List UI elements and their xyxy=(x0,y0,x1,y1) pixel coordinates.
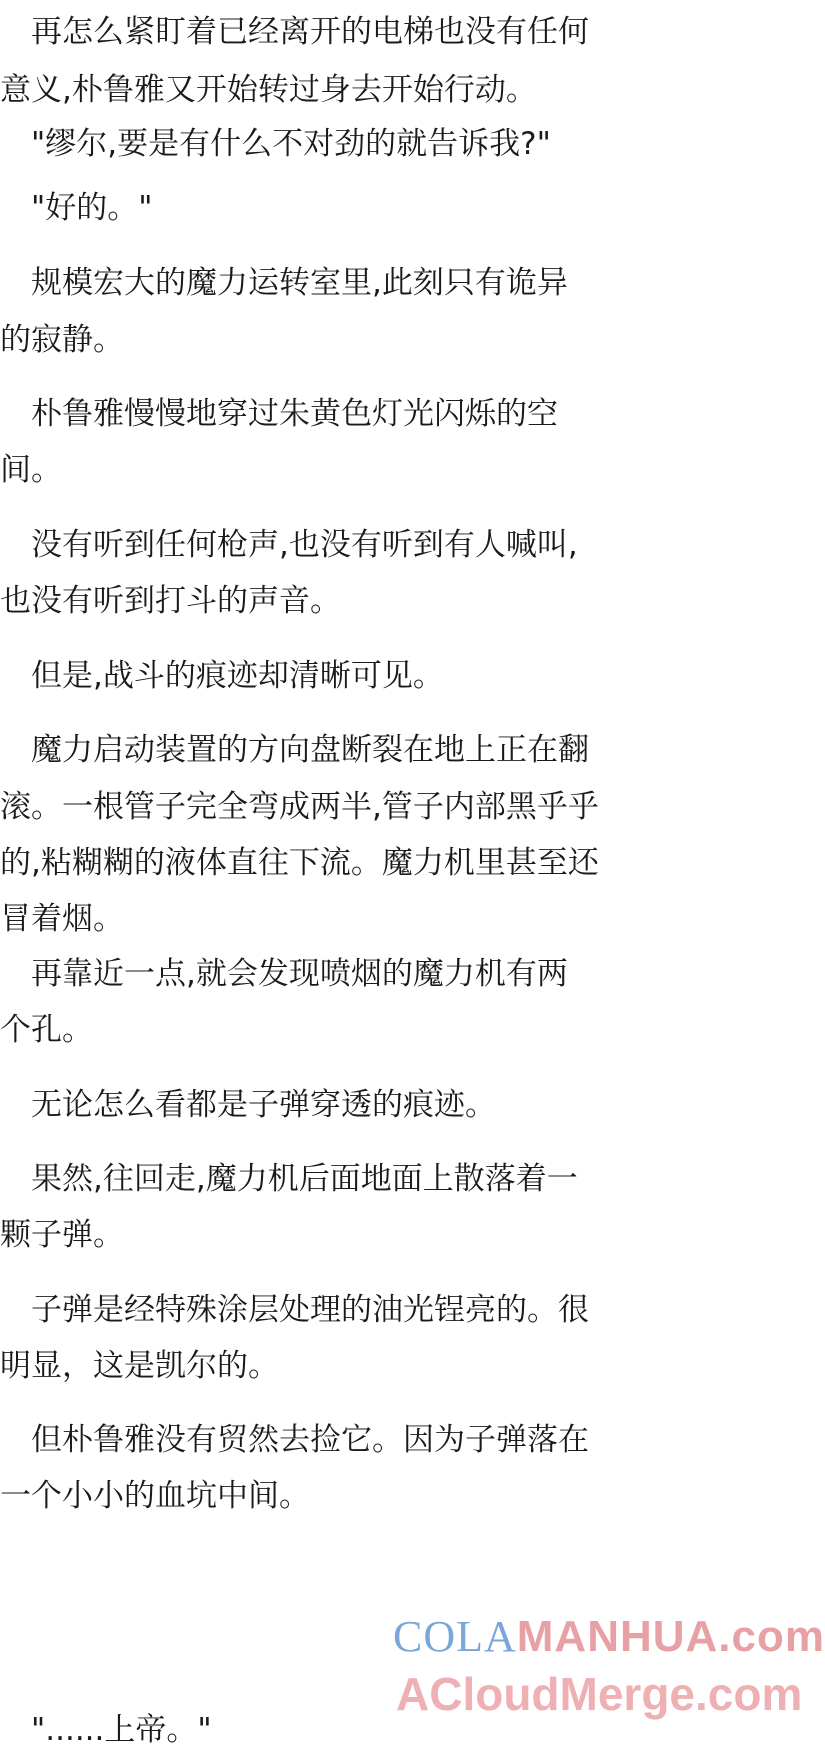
text-line: 意义,朴鲁雅又开始转过身去开始行动。 xyxy=(0,72,537,108)
text-line: 间。 xyxy=(0,452,62,488)
text-line: 颗子弹。 xyxy=(0,1217,124,1253)
text-line: 一个小小的血坑中间。 xyxy=(0,1478,310,1514)
text-line: 规模宏大的魔力运转室里,此刻只有诡异 xyxy=(0,265,568,301)
text-line: 朴鲁雅慢慢地穿过朱黄色灯光闪烁的空 xyxy=(0,396,558,432)
text-line: "缪尔,要是有什么不对劲的就告诉我?" xyxy=(0,126,551,162)
watermark-part-cola: COLA xyxy=(393,1612,517,1661)
text-line: 个孔。 xyxy=(0,1012,93,1048)
text-line: 明显，这是凯尔的。 xyxy=(0,1348,279,1384)
text-line: 的寂静。 xyxy=(0,322,124,358)
text-line: 再靠近一点,就会发现喷烟的魔力机有两 xyxy=(0,956,568,992)
text-line: 果然,往回走,魔力机后面地面上散落着一 xyxy=(0,1161,578,1197)
text-line: 没有听到任何枪声,也没有听到有人喊叫, xyxy=(0,527,578,563)
text-line: 但是,战斗的痕迹却清晰可见。 xyxy=(0,658,444,694)
text-line: 再怎么紧盯着已经离开的电梯也没有任何 xyxy=(0,14,589,50)
text-line: 的,粘糊糊的液体直往下流。魔力机里甚至还 xyxy=(0,845,599,881)
watermark-colamanhua xyxy=(393,1612,825,1662)
text-line: 但朴鲁雅没有贸然去捡它。因为子弹落在 xyxy=(0,1422,589,1458)
text-line: 冒着烟。 xyxy=(0,901,124,937)
text-line: 无论怎么看都是子弹穿透的痕迹。 xyxy=(0,1087,496,1123)
text-line: 也没有听到打斗的声音。 xyxy=(0,583,341,619)
watermark-acloudmerge: ACloudMerge.com xyxy=(396,1668,803,1720)
text-line: 魔力启动装置的方向盘断裂在地上正在翻 xyxy=(0,732,589,768)
text-line: 子弹是经特殊涂层处理的油光锃亮的。很 xyxy=(0,1292,589,1328)
watermark-part-manhua: MANHUA.com xyxy=(516,1612,825,1661)
text-line: "好的。" xyxy=(0,190,153,226)
text-line: "......上帝。" xyxy=(0,1712,212,1748)
text-line: 滚。一根管子完全弯成两半,管子内部黑乎乎 xyxy=(0,789,599,825)
